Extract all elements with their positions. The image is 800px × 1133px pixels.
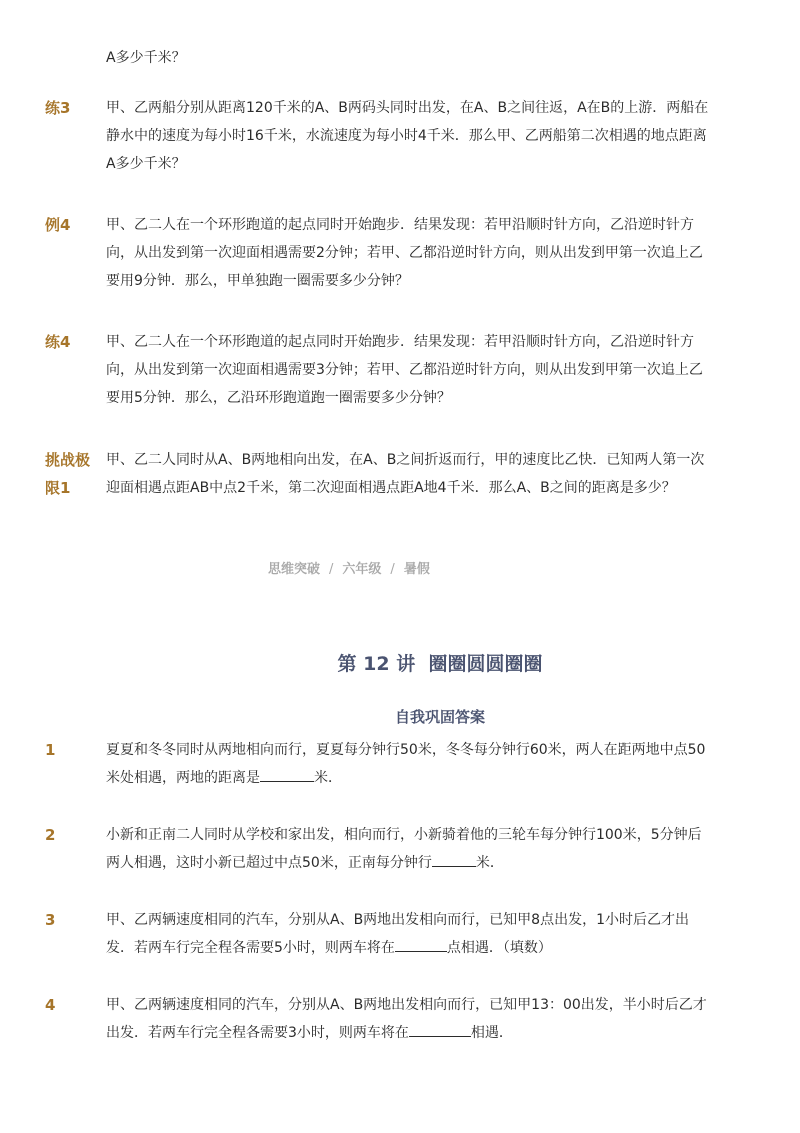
footer-separator: / [390,562,395,577]
problem-label-line: 限1 [45,479,71,497]
problem-continuation: A多少千米？ [106,50,186,66]
section-title: 自我巩固答案 [394,708,485,726]
question-line: 夏夏和冬冬同时从两地相向而行，夏夏每分钟行50米，冬冬每分钟行60米，两人在距两地中点50 [106,742,706,758]
question-text-segment: 两人相遇，这时小新已超过中点50米，正南每分钟行 [106,855,432,871]
question-line: 甲、乙两辆速度相同的汽车，分别从A、B两地出发相向而行，已知甲8点出发，1小时后乙才出 [106,912,689,928]
question-text-segment: 出发．若两车行完全程各需要3小时，则两车将在 [106,1025,409,1041]
problem-line: 向，从出发到第一次迎面相遇需要2分钟；若甲、乙都沿逆时针方向，则从出发到甲第一次追上乙 [106,245,703,261]
problem-label: 例4 [45,216,71,234]
question-number: 2 [45,826,56,844]
problem-line: 静水中的速度为每小时16千米，水流速度为每小时4千米．那么甲、乙两船第二次相遇的地点距离 [106,128,707,144]
problem-label: 练3 [45,99,71,117]
problem-line: 要用9分钟．那么，甲单独跑一圈需要多少分钟？ [106,273,409,289]
question-text [106,991,718,1047]
footer-separator: / [329,562,334,577]
problem-line: 向，从出发到第一次迎面相遇需要3分钟；若甲、乙都沿逆时针方向，则从出发到甲第一次追上乙 [106,362,703,378]
page-footer [268,560,430,580]
question-line: 小新和正南二人同时从学校和家出发，相向而行，小新骑着他的三轮车每分钟行100米，5分钟后 [106,827,702,843]
question-text-segment: 发．若两车行完全程各需要5小时，则两车将在 [106,940,395,956]
problem-line: 甲、乙两船分别从距离120千米的A、B两码头同时出发，在A、B之间往返，A在B的上游．两船在 [106,100,709,116]
problem-text [106,328,718,412]
problem-text [106,446,718,502]
question-number: 1 [45,741,56,759]
footer-series: 思维突破 [268,562,321,577]
problem-line: 迎面相遇点距AB中点2千米，第二次迎面相遇点距A地4千米．那么A、B之间的距离是多少？ [106,480,676,496]
question-number: 3 [45,911,56,929]
lecture-title: 第 12 讲 圈圈圆圆圈圈 [337,653,543,675]
question-text-segment: 相遇． [470,1025,513,1041]
question-text [106,821,718,877]
footer-grade: 六年级 [342,562,382,577]
question-number: 4 [45,996,56,1014]
problem-line: A多少千米？ [106,156,186,172]
problem-line: 甲、乙二人在一个环形跑道的起点同时开始跑步．结果发现：若甲沿顺时针方向，乙沿逆时针方 [106,334,694,350]
answer-blank[interactable] [260,765,314,782]
question-line [106,1019,718,1047]
question-line [106,849,718,877]
problem-label [45,446,101,502]
question-text [106,906,718,962]
problem-label: 练4 [45,333,71,351]
answer-blank[interactable] [395,935,447,952]
question-text-segment: 米． [314,770,342,786]
question-line [106,934,718,962]
footer-term: 暑假 [403,562,430,577]
problem-text [106,94,718,178]
problem-label-line: 挑战极 [45,451,91,469]
problem-line: 甲、乙二人同时从A、B两地相向出发，在A、B之间折返而行，甲的速度比乙快．已知两人第一次 [106,452,705,468]
question-text-segment: 米． [475,855,504,871]
problem-line: 甲、乙二人在一个环形跑道的起点同时开始跑步．结果发现：若甲沿顺时针方向，乙沿逆时针方 [106,217,694,233]
answer-blank[interactable] [432,850,476,867]
question-text-segment: 点相遇．（填数） [446,940,552,956]
problem-line: 要用5分钟．那么，乙沿环形跑道跑一圈需要多少分钟？ [106,390,451,406]
question-line: 甲、乙两辆速度相同的汽车，分别从A、B两地出发相向而行，已知甲13：00出发，半小时后乙才 [106,997,707,1013]
question-text-segment: 米处相遇，两地的距离是 [106,770,260,786]
question-line [106,764,718,792]
question-text [106,736,718,792]
answer-blank[interactable] [409,1020,471,1037]
problem-text [106,211,718,295]
